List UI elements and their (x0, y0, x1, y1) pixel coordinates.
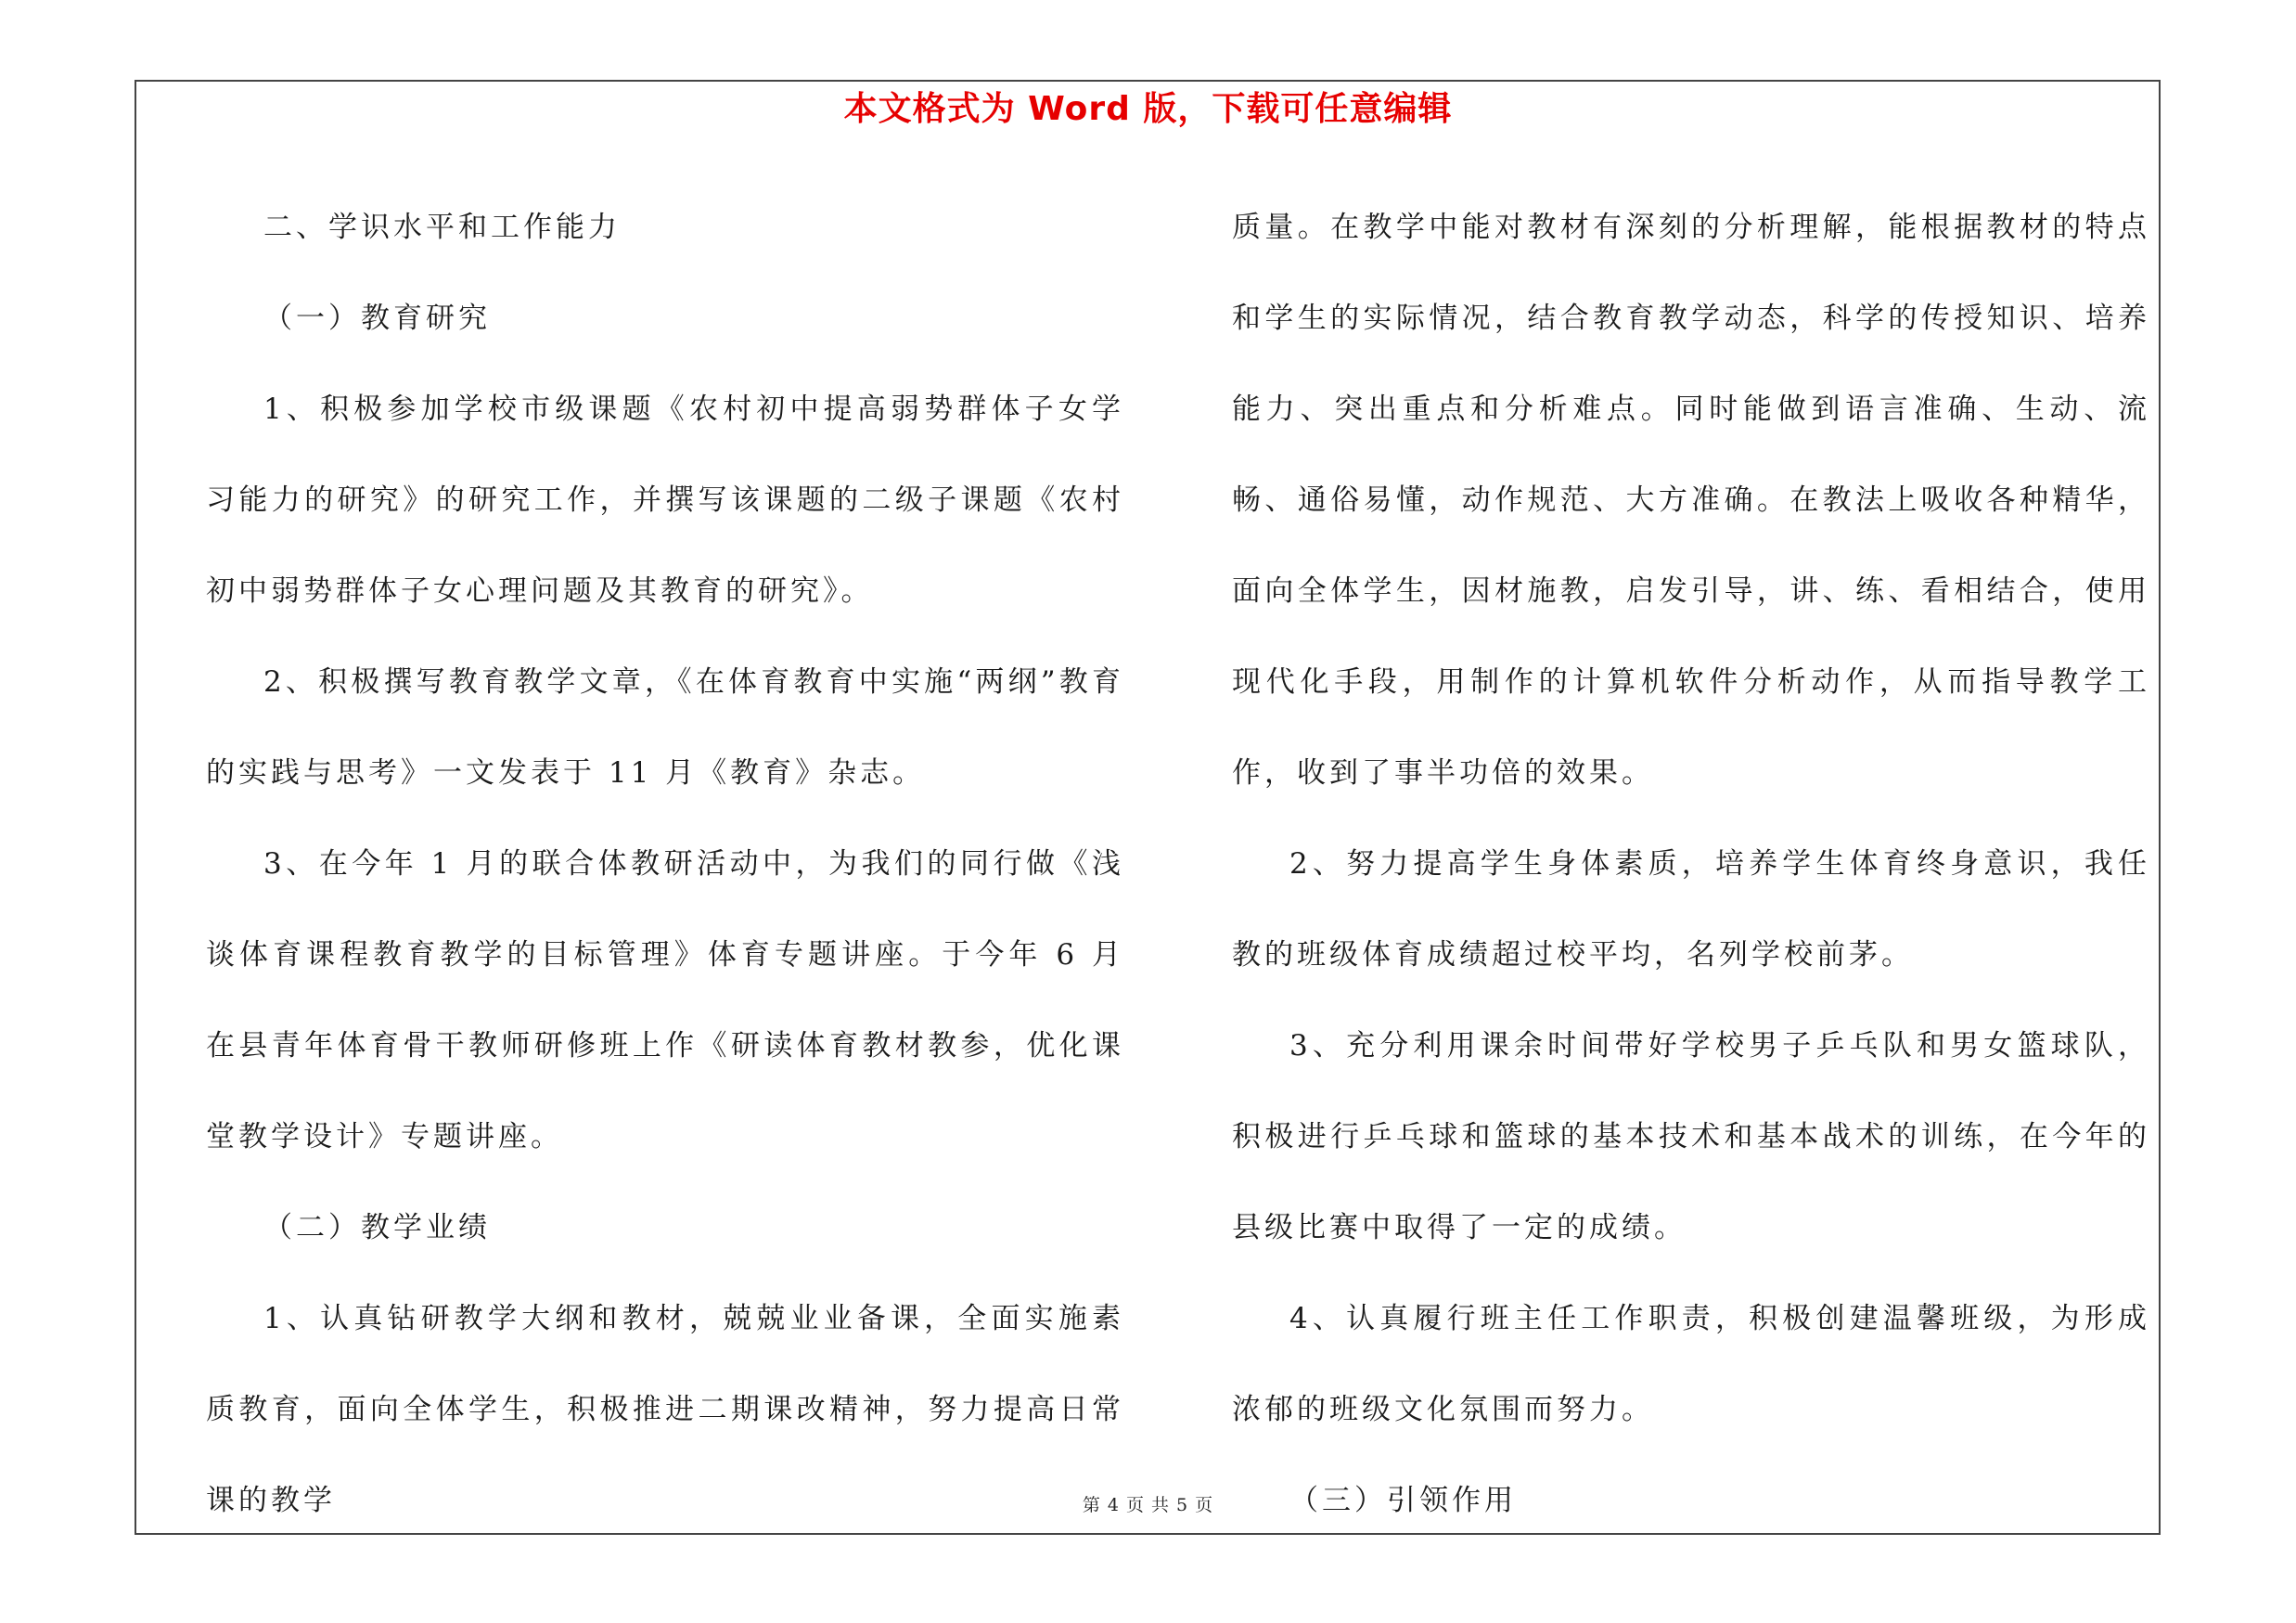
paragraph-continued: 质量。在教学中能对教材有深刻的分析理解，能根据教材的特点和学生的实际情况，结合教育教学动态，科学的传授知识、培养能力、突出重点和分析难点。同时能做到语言准确、生动、流畅、通俗易懂，动作规范、大方准确。在教法上吸收各种精华，面向全体学生，因材施教，启发引导，讲、练、看相结合，使用现代化手段，用制作的计算机软件分析动作，从而指导教学工作，收到了事半功倍的效果。 (1232, 211, 2150, 790)
format-banner: 本文格式为 Word 版，下载可任意编辑 (843, 90, 1453, 128)
right-column (1232, 182, 2150, 1546)
paragraph: 3、在今年 1 月的联合体教研活动中，为我们的同行做《浅谈体育课程教育教学的目标管理》体育专题讲座。于今年 6 月在县青年体育骨干教师研修班上作《研读体育教材教参，优化课堂教学设计》专题讲座。 (206, 847, 1124, 1153)
page-number: 第 4 页 共 5 页 (1082, 1495, 1214, 1515)
subheading-teaching-results: （二）教学业绩 (263, 1211, 491, 1244)
paragraph: 4、认真履行班主任工作职责，积极创建温馨班级，为形成浓郁的班级文化氛围而努力。 (1232, 1302, 2150, 1426)
paragraph: 1、认真钻研教学大纲和教材，兢兢业业备课，全面实施素质教育，面向全体学生，积极推进二期课改精神，努力提高日常课的教学 (206, 1302, 1124, 1517)
paragraph: 2、积极撰写教育教学文章，《在体育教育中实施“两纲”教育的实践与思考》一文发表于 11 月《教育》杂志。 (206, 665, 1124, 790)
paragraph: 3、充分利用课余时间带好学校男子乒乓队和男女篮球队，积极进行乒乓球和篮球的基本技术和基本战术的训练，在今年的县级比赛中取得了一定的成绩。 (1232, 1029, 2150, 1244)
subheading-leading-role: （三）引领作用 (1289, 1484, 1517, 1517)
left-column (206, 182, 1124, 1546)
heading-section-two: 二、学识水平和工作能力 (263, 211, 621, 244)
paragraph: 1、积极参加学校市级课题《农村初中提高弱势群体子女学习能力的研究》的研究工作，并撰写该课题的二级子课题《农村初中弱势群体子女心理问题及其教育的研究》。 (206, 393, 1124, 608)
subheading-education-research: （一）教育研究 (263, 302, 491, 335)
paragraph: 2、努力提高学生身体素质，培养学生体育终身意识，我任教的班级体育成绩超过校平均，名列学校前茅。 (1232, 847, 2150, 972)
